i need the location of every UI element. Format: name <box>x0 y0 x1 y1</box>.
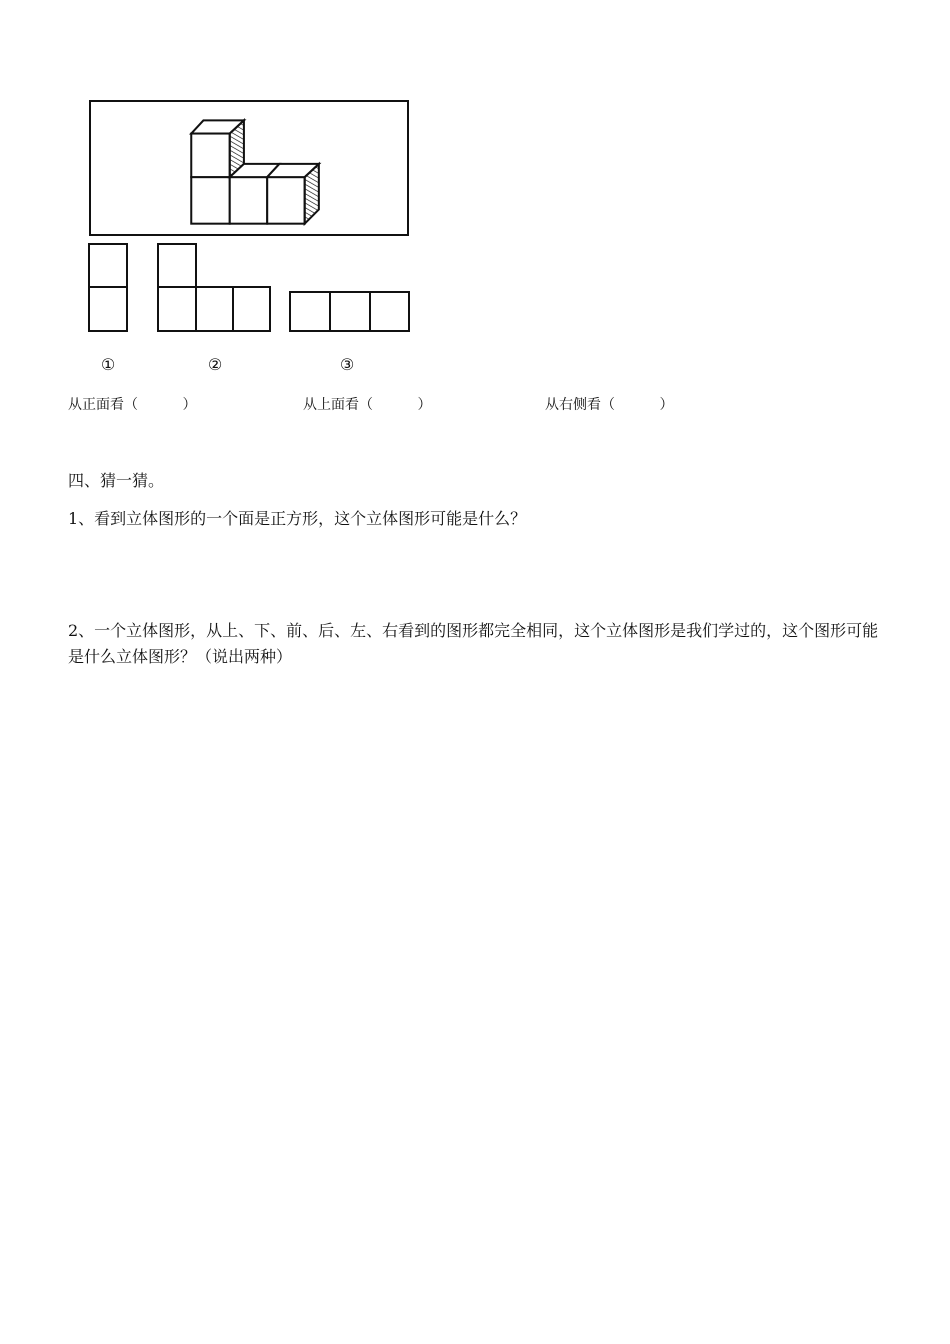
cube-figure-frame <box>89 100 409 236</box>
cube-front-2 <box>230 177 267 224</box>
cube-front-1 <box>191 177 229 224</box>
question-front-view: 从正面看（ ） <box>68 397 197 413</box>
view-option-3-drawing <box>289 291 413 335</box>
cube-front-top <box>191 134 229 178</box>
view-option-2-drawing <box>157 243 273 335</box>
question-right-view: 从右侧看（ ） <box>545 397 674 413</box>
view-option-1-drawing <box>88 243 130 335</box>
question-2: 2、一个立体图形，从上、下、前、后、左、右看到的图形都完全相同，这个立体图形是我们学过的，这个图形可能是什么立体图形？（说出两种） <box>68 621 879 666</box>
question-top-view: 从上面看（ ） <box>303 397 432 413</box>
question-1: 1、看到立体图形的一个面是正方形，这个立体图形可能是什么？ <box>68 509 527 528</box>
cube-front-3 <box>267 177 304 224</box>
cube-assembly-drawing <box>91 102 411 238</box>
option-label-1: ① <box>100 355 116 374</box>
section-heading: 四、猜一猜。 <box>68 471 165 490</box>
option-label-3: ③ <box>339 355 355 374</box>
option-label-2: ② <box>207 355 223 374</box>
